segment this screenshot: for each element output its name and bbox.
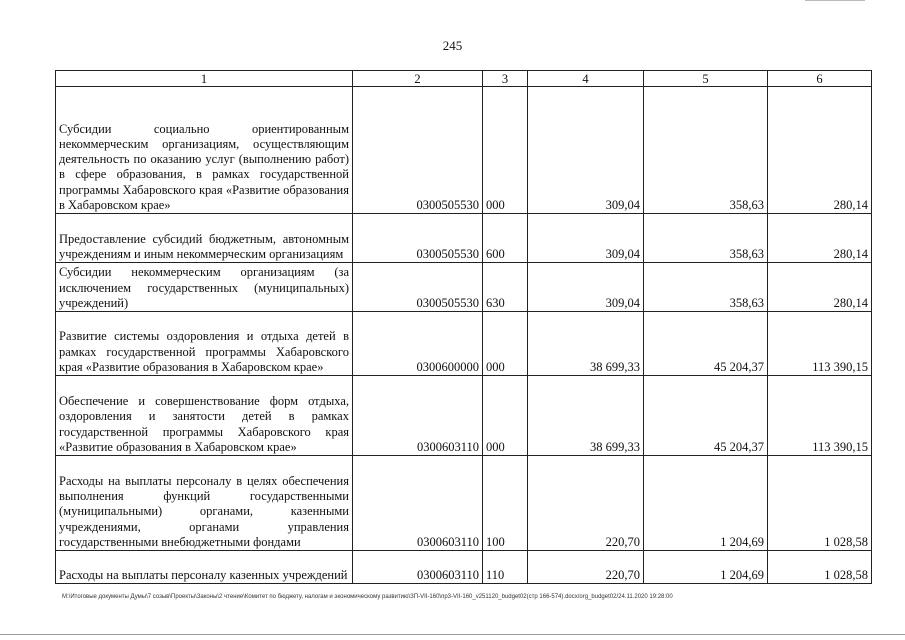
row-value2-cell: 45 204,37 [644, 376, 768, 456]
row-value1-cell: 38 699,33 [528, 312, 644, 376]
footer-file-path: M:\Итоговые документы Думы\7 созыв\Проекты\Законы\2 чтение\Комитет по бюджету, налогам и экономическому развитию\ЗП-VII-160\пр3-VII-160_v251120_budget02(стр 166-574).docx/org_budget02/24.11.2020 19:28:00 [62, 594, 673, 600]
top-edge-mark [805, 0, 865, 1]
row-type-cell: 630 [483, 263, 528, 312]
row-type-cell: 600 [483, 214, 528, 263]
row-code-cell: 0300603110 [353, 376, 483, 456]
row-value1-cell: 309,04 [528, 87, 644, 214]
bottom-divider [0, 634, 905, 635]
row-value2-cell: 358,63 [644, 87, 768, 214]
column-header-code: 2 [353, 71, 483, 87]
row-value1-cell: 38 699,33 [528, 376, 644, 456]
column-header-year2: 5 [644, 71, 768, 87]
row-name-cell: Расходы на выплаты персоналу казенных учреждений [56, 551, 353, 584]
row-type-cell: 000 [483, 312, 528, 376]
row-value3-cell: 1 028,58 [768, 456, 872, 551]
row-value1-cell: 309,04 [528, 214, 644, 263]
row-value3-cell: 113 390,15 [768, 312, 872, 376]
row-code-cell: 0300505530 [353, 263, 483, 312]
row-value1-cell: 309,04 [528, 263, 644, 312]
table-header-row [56, 71, 872, 87]
column-header-name: 1 [56, 71, 353, 87]
row-value2-cell: 358,63 [644, 263, 768, 312]
table-row [56, 214, 872, 263]
table-row [56, 551, 872, 584]
column-header-year3: 6 [768, 71, 872, 87]
row-code-cell: 0300603110 [353, 456, 483, 551]
row-type-cell: 000 [483, 87, 528, 214]
row-type-cell: 100 [483, 456, 528, 551]
row-name-cell: Субсидии некоммерческим организациям (за исключением государственных (муниципальных) учреждений) [56, 263, 353, 312]
table-row [56, 87, 872, 214]
row-code-cell: 0300505530 [353, 87, 483, 214]
row-value2-cell: 45 204,37 [644, 312, 768, 376]
row-value1-cell: 220,70 [528, 551, 644, 584]
table-row [56, 263, 872, 312]
table-row [56, 456, 872, 551]
row-type-cell: 110 [483, 551, 528, 584]
table-row [56, 376, 872, 456]
page-number: 245 [442, 38, 463, 53]
row-value2-cell: 358,63 [644, 214, 768, 263]
row-value1-cell: 220,70 [528, 456, 644, 551]
row-name-cell: Предоставление субсидий бюджетным, автономным учреждениям и иным некоммерческим организациям [56, 214, 353, 263]
table-row [56, 312, 872, 376]
row-value2-cell: 1 204,69 [644, 551, 768, 584]
row-value3-cell: 280,14 [768, 87, 872, 214]
row-value3-cell: 280,14 [768, 263, 872, 312]
row-code-cell: 0300505530 [353, 214, 483, 263]
row-name-cell: Расходы на выплаты персоналу в целях обеспечения выполнения функций государственными (муниципальными) органами, казенными учреждениями, органами управления государственными внебюджетными фондами [56, 456, 353, 551]
row-value3-cell: 1 028,58 [768, 551, 872, 584]
column-header-type: 3 [483, 71, 528, 87]
row-code-cell: 0300603110 [353, 551, 483, 584]
row-name-cell: Развитие системы оздоровления и отдыха детей в рамках государственной программы Хабаровского края «Развитие образования в Хабаровском крае» [56, 312, 353, 376]
row-type-cell: 000 [483, 376, 528, 456]
row-name-cell: Обеспечение и совершенствование форм отдыха, оздоровления и занятости детей в рамках государственной программы Хабаровского края «Развитие образования в Хабаровском крае» [56, 376, 353, 456]
column-header-year1: 4 [528, 71, 644, 87]
row-value3-cell: 113 390,15 [768, 376, 872, 456]
row-name-cell: Субсидии социально ориентированным некоммерческим организациям, осуществляющим деятельность по оказанию услуг (выполнению работ) в сфере образования, в рамках государственной программы Хабаровского края «Развитие образования в Хабаровском крае» [56, 87, 353, 214]
budget-table [55, 70, 872, 584]
row-code-cell: 0300600000 [353, 312, 483, 376]
row-value2-cell: 1 204,69 [644, 456, 768, 551]
row-value3-cell: 280,14 [768, 214, 872, 263]
